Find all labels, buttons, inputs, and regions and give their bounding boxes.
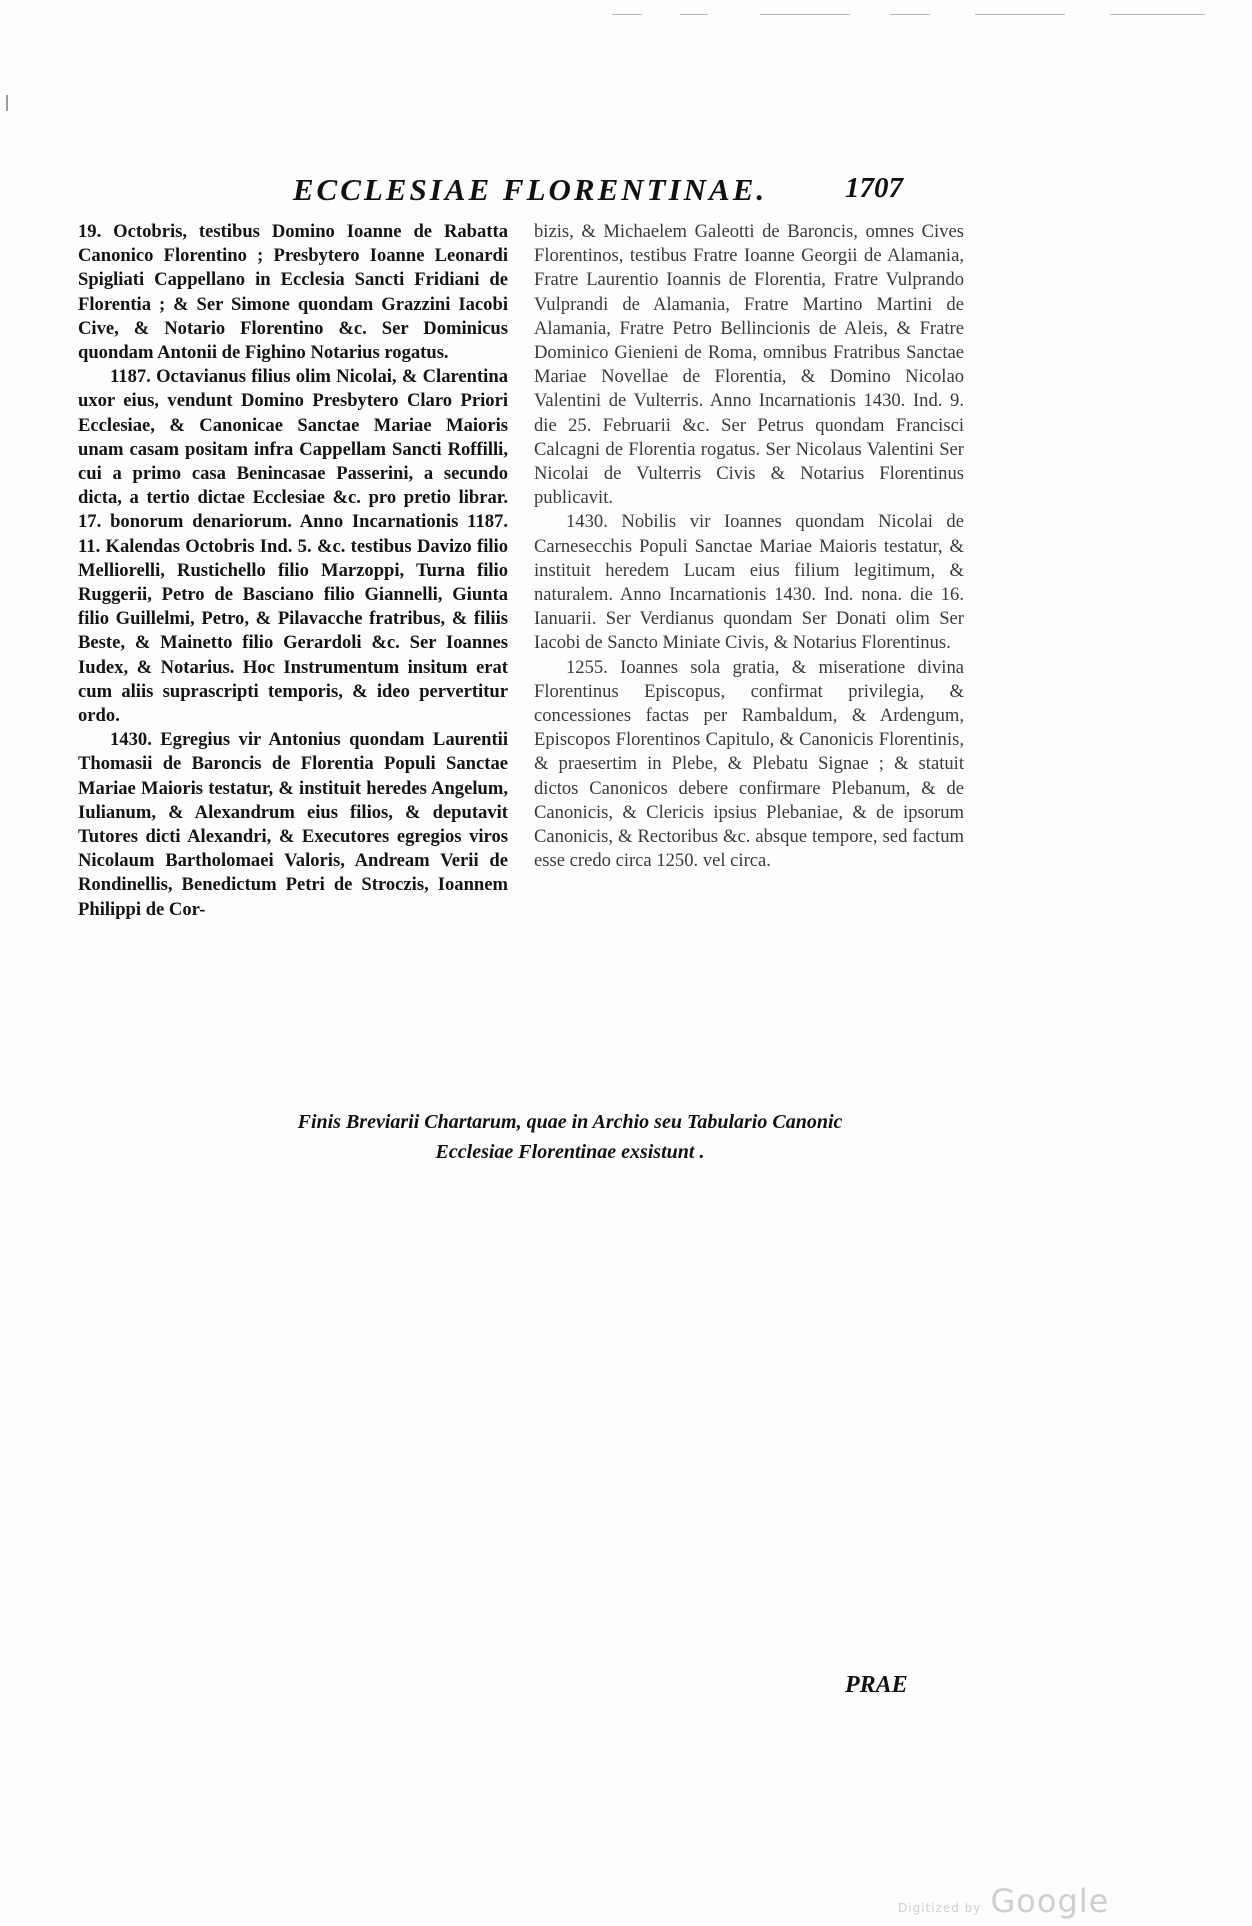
paragraph-entry: 1187. Octavianus filius olim Nicolai, & Clarentina uxor eius, vendunt Domino Presbytero Claro Priori Ecclesiae, & Canonicae Sanctae Mariae Maioris unam casam positam infra Cappellam Sancti Roffilli, cui a primo casa Benincasae Passerini, a secundo dicta, a tertio dictae Ecclesiae &c. pro pretio librar. 17. bonorum denariorum. Anno Incarnationis 1187. 11. Kalendas Octobris Ind. 5. &c. testibus Davizo filio Melliorelli, Rustichello filio Marzoppi, Turna filio Ruggerii, Petro de Basciano filio Giannelli, Giunta filio Guillelmi, Petro, & Pilavacche fratribus, & filiis Beste, & Mainetto filio Gerardoli &c. Ser Ioannes Iudex, & Notarius. Hoc Instrumentum insitum erat cum aliis suprascripti temporis, & ideo pervertitur ordo. [78, 366, 508, 727]
catchword: PRAE [845, 1672, 908, 1698]
paragraph-entry: 1255. Ioannes sola gratia, & miseratione divina Florentinus Episcopus, confirmat privilegia, & concessiones factas per Rambaldum, & Ardengum, Episcopos Florentinos Capitulo, & Canonicis Florentinis, & praesertim in Plebe, & Plebatu Signae ; & statuit dictos Canonicos debere confirmare Plebanum, & de Canonicis, & Clericis ipsius Plebaniae, & de ipsorum Canonicis, & Rectoribus &c. absque tempore, sed factum esse credo circa 1250. vel circa. [534, 656, 964, 872]
top-rule-1 [612, 14, 642, 15]
top-rule-2 [680, 14, 708, 15]
page-number: 1707 [845, 172, 903, 204]
colophon-line-2: Ecclesiae Florentinae exsistunt . [435, 1141, 705, 1163]
colophon [120, 1107, 1020, 1167]
left-column [78, 220, 508, 922]
paragraph: bizis, & Michaelem Galeotti de Baroncis, omnes Cives Florentinos, testibus Fratre Ioanne Georgii de Alamania, Fratre Laurentio Ioannis de Florentia, Fratre Vulprando Vulprandi de Alamania, Fratre Martino Martini de Alamania, Fratre Petro Bellincionis de Aleis, & Fratre Dominico Gienieni de Roma, omnibus Fratribus Sanctae Mariae Novellae de Florentia, & Domino Nicolao Valentini de Vulterris. Anno Incarnationis 1430. Ind. 9. die 25. Februarii &c. Ser Petrus quondam Francisci Calcagni de Florentia rogatus. Ser Nicolaus Valentini Ser Nicolai de Vulterris Civis & Notarius Florentinus publicavit. [534, 221, 964, 509]
watermark-small: Digitized by [898, 1901, 982, 1915]
paragraph-entry: 1430. Egregius vir Antonius quondam Laurentii Thomasii de Baroncis de Florentia Populi Sanctae Mariae Maioris testatur, & instituit heredes Angelum, Iulianum, & Alexandrum eius filios, & deputavit Tutores dicti Alexandri, & Executores egregios viros Nicolaum Bartholomaei Valoris, Andream Verii de Rondinellis, Benedictum Petri de Stroczis, Ioannem Philippi de Cor- [78, 729, 508, 920]
colophon-line-1: Finis Breviarii Chartarum, quae in Archio seu Tabulario Canonic [297, 1111, 843, 1133]
digitization-watermark [898, 1882, 1109, 1920]
top-rule-6 [1110, 14, 1205, 15]
paragraph-entry: 1430. Nobilis vir Ioannes quondam Nicolai de Carnesecchis Populi Sanctae Mariae Maioris testatur, & instituit heredem Lucam eius filium legitimum, & naturalem. Anno Incarnationis 1430. Ind. nona. die 16. Ianuarii. Ser Verdianus quondam Ser Donati olim Ser Iacobi de Sancto Miniate Civis, & Notarius Florentinus. [534, 511, 964, 654]
watermark-logo: Google [990, 1882, 1110, 1920]
right-column [534, 220, 964, 873]
paragraph: 19. Octobris, testibus Domino Ioanne de Rabatta Canonico Florentino ; Presbytero Ioanne Leonardi Spigliati Cappellano in Ecclesia Sancti Fridiani de Florentia ; & Ser Simone quondam Grazzini Iacobi Cive, & Notario Florentino &c. Ser Dominicus quondam Antonii de Fighino Notarius rogatus. [78, 221, 508, 364]
margin-mark [6, 95, 8, 111]
top-rule-5 [975, 14, 1065, 15]
top-rule-4 [890, 14, 930, 15]
running-head: ECCLESIAE FLORENTINAE. [292, 172, 768, 207]
top-rule-3 [760, 14, 850, 15]
